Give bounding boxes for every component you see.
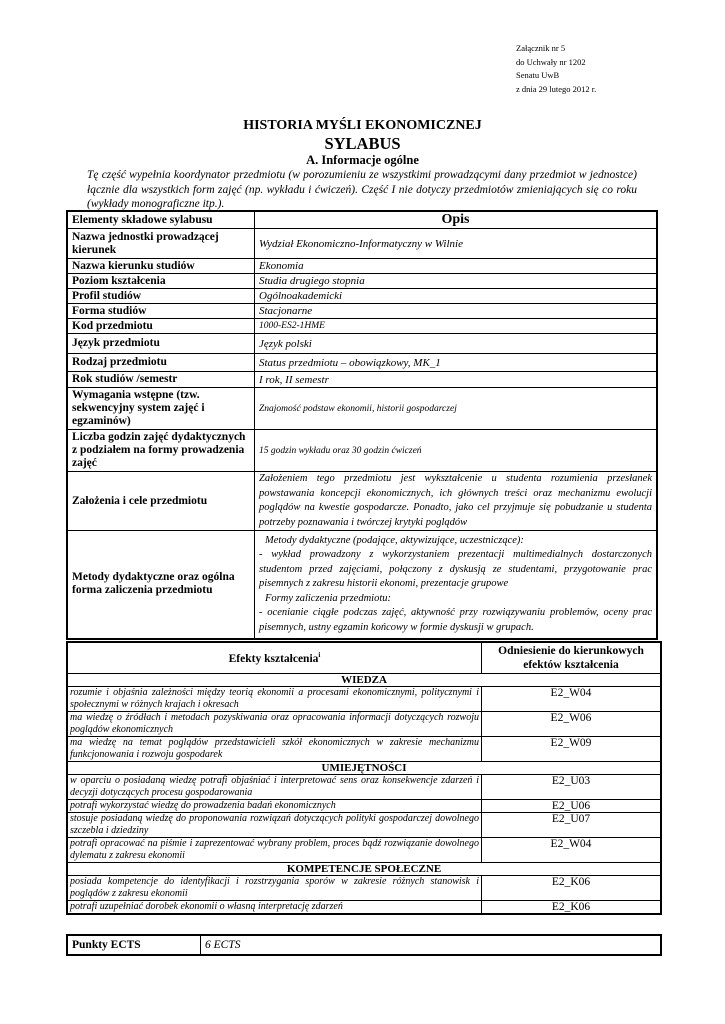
ects-table bbox=[66, 934, 662, 956]
outcome-text: potrafi wykorzystać wiedzę do prowadzenia badań ekonomicznych bbox=[67, 800, 482, 813]
methods-heading: Metody dydaktyczne (podające, aktywizujące, uczestniczące): bbox=[265, 534, 524, 546]
document-subtitle: SYLABUS bbox=[324, 134, 401, 153]
outcome-text: ma wiedzę o źródłach i metodach pozyskiwania oraz opracowania informacji dotyczących rozwoju poglądów ekonomicznych bbox=[67, 712, 482, 737]
outcome-code: E2_K06 bbox=[482, 876, 662, 901]
outcome-code: E2_U03 bbox=[482, 775, 662, 800]
row-label: Metody dydaktyczne oraz ogólna forma zaliczenia przedmiotu bbox=[67, 531, 255, 639]
row-value: Ekonomia bbox=[255, 259, 658, 274]
row-value: 15 godzin wykładu oraz 30 godzin ćwiczeń bbox=[255, 430, 658, 472]
note-line: z dnia 29 lutego 2012 r. bbox=[516, 83, 597, 94]
outcome-text: potrafi uzupełniać dorobek ekonomii o własną interpretację zdarzeń bbox=[67, 901, 482, 915]
category-row: UMIEJĘTNOŚCI bbox=[67, 762, 661, 775]
row-label: Język przedmiotu bbox=[67, 334, 255, 354]
note-line: Załącznik nr 5 bbox=[516, 43, 566, 53]
outcome-code: E2_W09 bbox=[482, 737, 662, 762]
row-label: Założenia i cele przedmiotu bbox=[67, 472, 255, 531]
outcome-code: E2_W04 bbox=[482, 838, 662, 863]
methods-cell bbox=[255, 531, 658, 639]
learning-outcomes-table bbox=[66, 641, 662, 915]
outcome-code: E2_K06 bbox=[482, 901, 662, 915]
outcome-code: E2_U07 bbox=[482, 813, 662, 838]
outcomes-header bbox=[67, 642, 482, 674]
outcome-text: rozumie i objaśnia zależności między teorią ekonomii a procesami ekonomicznymi, politycznymi i społecznymi w różnych krajach i okresach bbox=[67, 687, 482, 712]
note-line: Senatu UwB bbox=[516, 70, 560, 80]
row-value: I rok, II semestr bbox=[255, 372, 658, 388]
outcome-text: potrafi opracować na piśmie i zaprezentować wybrany problem, proces bądź rozwiązanie dowolnego dylematu z zakresu ekonomii bbox=[67, 838, 482, 863]
row-label: Rodzaj przedmiotu bbox=[67, 354, 255, 372]
header-elements: Elementy składowe sylabusu bbox=[67, 211, 255, 229]
row-label: Nazwa kierunku studiów bbox=[67, 259, 255, 274]
assessment-text: - ocenianie ciągłe podczas zajęć, aktywność przy rozwiązywaniu problemów, oceny prac pisemnych, ustny egzamin końcowy w formie dyskusji w grupach. bbox=[259, 607, 652, 633]
row-value: Stacjonarne bbox=[255, 304, 658, 319]
outcome-text: stosuje posiadaną wiedzę do proponowania rozwiązań dotyczących polityki gospodarczej dowolnego szczebla i dziedziny bbox=[67, 813, 482, 838]
row-label: Wymagania wstępne (tzw. sekwencyjny system zajęć i egzaminów) bbox=[67, 388, 255, 430]
row-label: Forma studiów bbox=[67, 304, 255, 319]
category-row: WIEDZA bbox=[67, 674, 661, 687]
outcome-text: w oparciu o posiadaną wiedzę potrafi objaśniać i interpretować sens oraz konsekwencje zdarzeń i decyzji dotyczących procesu gospodarowania bbox=[67, 775, 482, 800]
header-description: Opis bbox=[255, 211, 658, 229]
assessment-heading: Formy zaliczenia przedmiotu: bbox=[265, 592, 391, 604]
outcome-text: posiada kompetencje do identyfikacji i rozstrzygania sporów w zakresie różnych stanowisk i poglądów z zakresu ekonomii bbox=[67, 876, 482, 901]
row-label: Nazwa jednostki prowadzącej kierunek bbox=[67, 229, 255, 259]
footnote-marker: i bbox=[318, 651, 321, 660]
row-value: Założeniem tego przedmiotu jest wykształcenie u studenta rozumienia przesłanek powstawania koncepcji ekonomicznych, ich głównych treści oraz mechanizmu ewolucji poglądów na kwestie gospodarcze. Ponadto, jako cel przyjmuje się pobudzanie u studenta potrzeby poznawania i twórczej krytyki poglądów bbox=[255, 472, 658, 531]
row-value: Język polski bbox=[255, 334, 658, 354]
row-value: Status przedmiotu – obowiązkowy, MK_1 bbox=[255, 354, 658, 372]
row-value: 1000-ES2-1HME bbox=[255, 319, 658, 334]
reference-header: Odniesienie do kierunkowych efektów kształcenia bbox=[482, 642, 662, 674]
row-label: Profil studiów bbox=[67, 289, 255, 304]
row-value: Znajomość podstaw ekonomii, historii gospodarczej bbox=[255, 388, 658, 430]
row-label: Kod przedmiotu bbox=[67, 319, 255, 334]
section-heading: A. Informacje ogólne bbox=[306, 153, 419, 167]
outcome-code: E2_W06 bbox=[482, 712, 662, 737]
note-line: do Uchwały nr 1202 bbox=[516, 56, 586, 67]
ects-label: Punkty ECTS bbox=[67, 935, 201, 955]
intro-paragraph: Tę część wypełnia koordynator przedmiotu (w porozumieniu ze wszystkimi prowadzącymi dany przedmiot w jednostce) łącznie dla wszystkich form zajęć (np. wykładu i ćwiczeń). Część I nie dotyczy przedmiotów zmieniających się co roku (wykłady monograficzne itp.). bbox=[87, 169, 637, 210]
row-value: Ogólnoakademicki bbox=[255, 289, 658, 304]
outcome-code: E2_W04 bbox=[482, 687, 662, 712]
row-label: Poziom kształcenia bbox=[67, 274, 255, 289]
row-value: Wydział Ekonomiczno-Informatyczny w Wilnie bbox=[255, 229, 658, 259]
category-row: KOMPETENCJE SPOŁECZNE bbox=[67, 863, 661, 876]
outcome-code: E2_U06 bbox=[482, 800, 662, 813]
row-label: Liczba godzin zajęć dydaktycznych z podziałem na formy prowadzenia zajęć bbox=[67, 430, 255, 472]
row-label: Rok studiów /semestr bbox=[67, 372, 255, 388]
ects-value: 6 ECTS bbox=[201, 935, 662, 955]
outcomes-header-text: Efekty kształcenia bbox=[228, 652, 319, 665]
syllabus-info-table bbox=[66, 210, 658, 640]
row-value: Studia drugiego stopnia bbox=[255, 274, 658, 289]
attachment-note bbox=[516, 42, 596, 96]
outcome-text: ma wiedzę na temat poglądów przedstawicieli szkół ekonomicznych w zakresie mechanizmu funkcjonowania i rozwoju gospodarek bbox=[67, 737, 482, 762]
course-title: HISTORIA MYŚLI EKONOMICZNEJ bbox=[243, 118, 482, 133]
methods-text: - wykład prowadzony z wykorzystaniem prezentacji multimedialnych dostarczonych studentom przed zajęciami, połączony z dyskusją ze studentami, przygotowanie prac pisemnych z zakresu historii ekonomi, prezentacje grupowe bbox=[259, 549, 652, 589]
